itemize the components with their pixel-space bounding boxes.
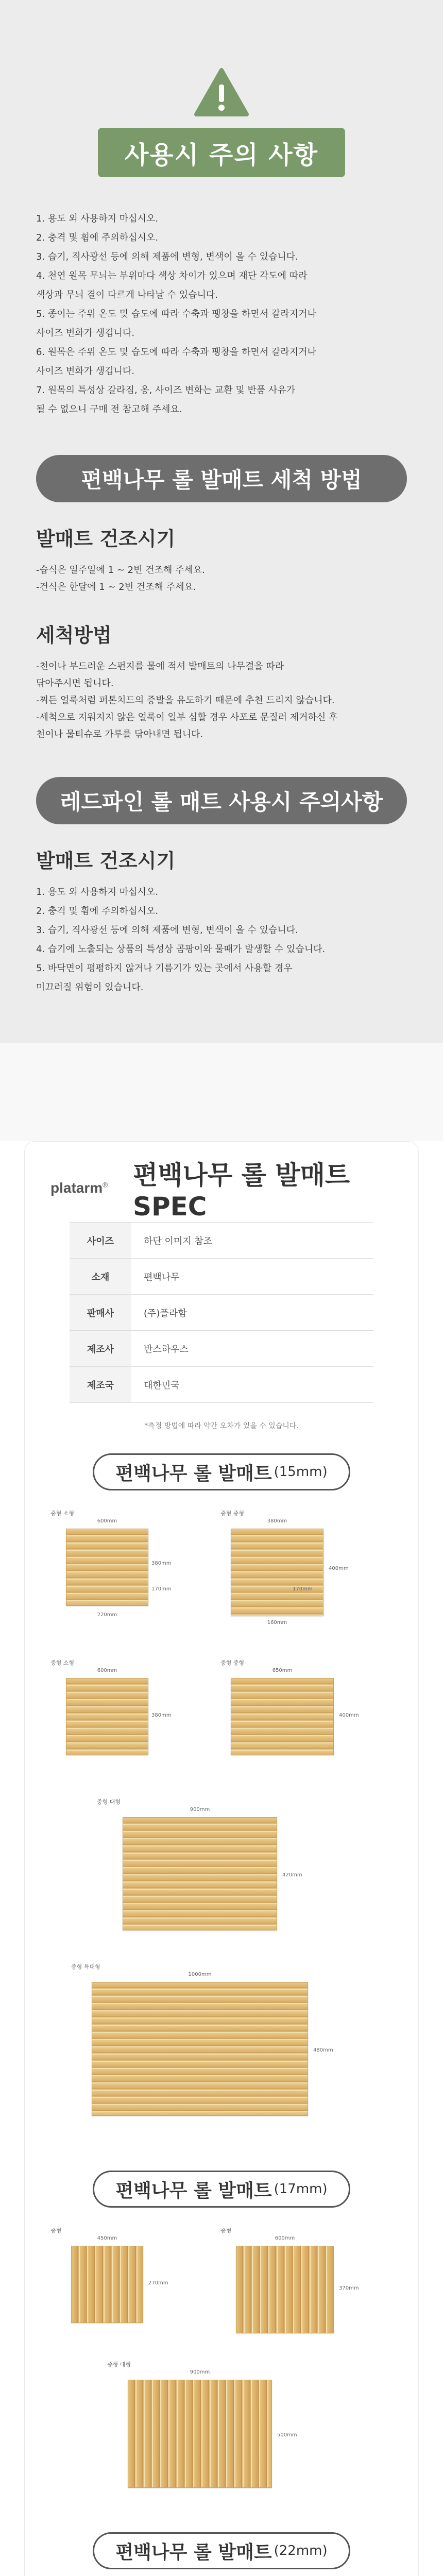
size-group-title: 편백나무 롤 발매트 — [115, 2180, 272, 2201]
caution-title: 사용시 주의 사항 — [125, 140, 318, 170]
brand-logo-text: platarm — [50, 1180, 103, 1196]
wood-mat-image — [66, 1529, 148, 1606]
section-gap — [0, 1043, 443, 1141]
redpine-caution-list — [36, 883, 407, 997]
mat-item — [50, 2226, 205, 2350]
wash-line: -세척으로 지워지지 않은 얼룩이 일부 심할 경우 사포로 문질러 제거하신 후 — [36, 712, 338, 723]
wood-mat-image — [236, 2246, 334, 2333]
size-group-thickness: (17mm) — [274, 2181, 328, 2197]
mat-height: 420mm — [282, 1872, 302, 1878]
redpine-dry-title: 발매트 건조시기 — [36, 850, 176, 872]
caution-item: 7. 원목의 특성상 갈라짐, 옹, 사이즈 변화는 교환 및 반품 사유가 — [36, 385, 296, 396]
caution-item: 2. 충격 및 휨에 주의하십시오. — [36, 906, 159, 917]
caution-item: 1. 용도 외 사용하지 마십시오. — [36, 887, 159, 897]
mat-height: 270mm — [148, 2280, 168, 2286]
mat-name: 중형 중형 — [220, 1510, 245, 1517]
mat-width: 900mm — [190, 2369, 210, 2375]
size-group-title: 편백나무 롤 발매트 — [115, 1463, 272, 1484]
mat-width-inner: 220mm — [97, 1612, 117, 1618]
caution-section — [0, 0, 443, 1043]
redpine-pill — [36, 777, 407, 824]
mat-height: 400mm — [329, 1566, 349, 1571]
caution-item: 1. 용도 외 사용하지 마십시오. — [36, 213, 159, 224]
mat-name: 중형 대형 — [97, 1799, 121, 1805]
dry-line: -습식은 일주일에 1 ~ 2번 건조해 주세요. — [36, 565, 205, 575]
mat-width: 650mm — [272, 1668, 293, 1673]
size-group-15mm — [93, 1453, 350, 1490]
mat-width: 600mm — [97, 1518, 117, 1524]
caution-item: 4. 천연 원목 무늬는 부위마다 색상 차이가 있으며 재단 각도에 따라 — [36, 270, 308, 281]
brand-logo — [50, 1180, 133, 1196]
size-group-22mm — [93, 2532, 350, 2569]
table-row — [70, 1259, 373, 1295]
wood-mat-image — [128, 2380, 272, 2488]
caution-item: 6. 원목은 주위 온도 및 습도에 따라 수축과 팽창을 하면서 갈라지거나 — [36, 347, 316, 358]
mats-17mm — [50, 2221, 394, 2510]
mats-15mm — [50, 1504, 394, 2148]
mat-name: 중형 대형 — [107, 2361, 131, 2368]
warning-icon — [193, 67, 250, 118]
spec-key: 제조국 — [70, 1367, 131, 1403]
mat-item — [50, 1509, 205, 1638]
caution-item: 3. 습기, 직사광선 등에 의해 제품에 변형, 변색이 올 수 있습니다. — [36, 251, 298, 262]
mat-width: 1000mm — [188, 1972, 212, 1977]
mat-width: 600mm — [275, 2235, 295, 2241]
wash-line: -찌든 얼룩처럼 퍼톤치드의 증발을 유도하기 때문에 추천 드리지 않습니다. — [36, 695, 335, 706]
mat-name: 중형 소형 — [50, 1510, 75, 1517]
mat-width: 900mm — [190, 1807, 210, 1812]
caution-item: 미끄러질 위험이 있습니다. — [36, 982, 144, 993]
mat-name: 중형 소형 — [50, 1659, 75, 1666]
size-group-thickness: (22mm) — [274, 2543, 328, 2558]
spec-key: 제조사 — [70, 1331, 131, 1367]
mat-name: 중형 — [50, 2227, 62, 2234]
mat-width: 450mm — [97, 2235, 117, 2241]
mat-height: 380mm — [151, 1561, 172, 1566]
caution-item: 사이즈 변화가 생깁니다. — [36, 328, 135, 338]
spec-value: 하단 이미지 참조 — [131, 1223, 373, 1259]
mat-height: 480mm — [313, 2047, 333, 2053]
wood-mat-image — [231, 1678, 334, 1755]
caution-item: 2. 충격 및 휨에 주의하십시오. — [36, 232, 159, 243]
wood-mat-image — [231, 1529, 323, 1616]
dry-lines — [36, 562, 407, 596]
mat-item — [50, 1658, 205, 1782]
mat-item — [220, 1509, 390, 1638]
table-row — [70, 1295, 373, 1331]
spec-value: 반스하우스 — [131, 1331, 373, 1367]
spec-table — [70, 1222, 373, 1403]
logo-mark-icon: ® — [103, 1180, 108, 1189]
spec-value: 편백나무 — [131, 1259, 373, 1295]
spec-card-hinoki — [24, 1141, 419, 2576]
mat-item — [220, 1658, 390, 1782]
wash-line: 닦아주시면 됩니다. — [36, 678, 114, 689]
spec-key: 소재 — [70, 1259, 131, 1295]
wood-mat-image — [123, 1817, 277, 1930]
caution-item: 3. 습기, 직사광선 등에 의해 제품에 변형, 변색이 올 수 있습니다. — [36, 925, 298, 936]
mat-name: 중형 중형 — [220, 1659, 245, 1666]
caution-title-banner — [98, 128, 345, 177]
caution-item: 5. 종이는 주위 온도 및 습도에 따라 수축과 팽창을 하면서 갈라지거나 — [36, 309, 316, 319]
mat-height: 400mm — [339, 1713, 359, 1718]
mat-item — [71, 1962, 390, 2138]
size-group-17mm — [93, 2171, 350, 2208]
mat-width: 600mm — [97, 1668, 117, 1673]
wash-lines — [36, 658, 407, 743]
wood-mat-image — [71, 2246, 143, 2323]
spec-value: (주)플라함 — [131, 1295, 373, 1331]
mat-name: 중형 — [220, 2227, 232, 2234]
mat-item — [97, 1798, 354, 1952]
redpine-pill-label: 레드파인 롤 매트 사용시 주의사항 — [60, 789, 383, 815]
card-header — [50, 1160, 393, 1222]
caution-item: 4. 습기에 노출되는 상품의 특성상 곰팡이와 물때가 발생할 수 있습니다. — [36, 944, 326, 955]
spec-value: 대한민국 — [131, 1367, 373, 1403]
caution-item: 색상과 무늬 결이 다르게 나타날 수 있습니다. — [36, 290, 218, 300]
mat-height: 500mm — [277, 2432, 297, 2438]
table-row — [70, 1367, 373, 1403]
dry-title: 발매트 건조시기 — [36, 528, 176, 550]
caution-item: 사이즈 변화가 생깁니다. — [36, 366, 135, 377]
spec-key: 사이즈 — [70, 1223, 131, 1259]
mat-height-inner: 170mm — [151, 1586, 172, 1592]
spec-key: 판매사 — [70, 1295, 131, 1331]
mat-item — [220, 2226, 390, 2350]
size-group-thickness: (15mm) — [274, 1464, 328, 1480]
wood-mat-image — [92, 1982, 308, 2116]
wash-title: 세척방법 — [36, 624, 112, 647]
caution-list — [36, 209, 407, 419]
mat-item — [107, 2360, 344, 2504]
spec-title: 편백나무 롤 발매트 SPEC — [133, 1160, 350, 1222]
mat-height-inner: 170mm — [293, 1586, 313, 1592]
mat-name: 중형 특대형 — [71, 1963, 100, 1970]
caution-item: 5. 바닥면이 평평하지 않거나 기름기가 있는 곳에서 사용할 경우 — [36, 963, 293, 974]
cleaning-pill — [36, 455, 407, 502]
mat-height: 370mm — [339, 2285, 359, 2291]
mat-width: 380mm — [267, 1518, 287, 1524]
size-group-title: 편백나무 롤 발매트 — [115, 2541, 272, 2563]
caution-item: 될 수 없으니 구매 전 참고해 주세요. — [36, 404, 182, 415]
cleaning-pill-label: 편백나무 롤 발매트 세척 방법 — [81, 467, 362, 493]
table-row — [70, 1223, 373, 1259]
table-row — [70, 1331, 373, 1367]
wood-mat-image — [66, 1678, 148, 1755]
wash-line: 천이나 물티슈로 가루를 닦아내면 됩니다. — [36, 729, 203, 740]
mat-height: 380mm — [151, 1713, 172, 1718]
measure-note: *측정 방법에 따라 약간 오차가 있을 수 있습니다. — [144, 1422, 299, 1430]
mat-width-inner: 160mm — [267, 1620, 287, 1625]
dry-line: -건식은 한달에 1 ~ 2번 건조해 주세요. — [36, 582, 196, 592]
wash-line: -천이나 부드러운 스펀지를 물에 적셔 발매트의 나무결을 따라 — [36, 661, 284, 672]
